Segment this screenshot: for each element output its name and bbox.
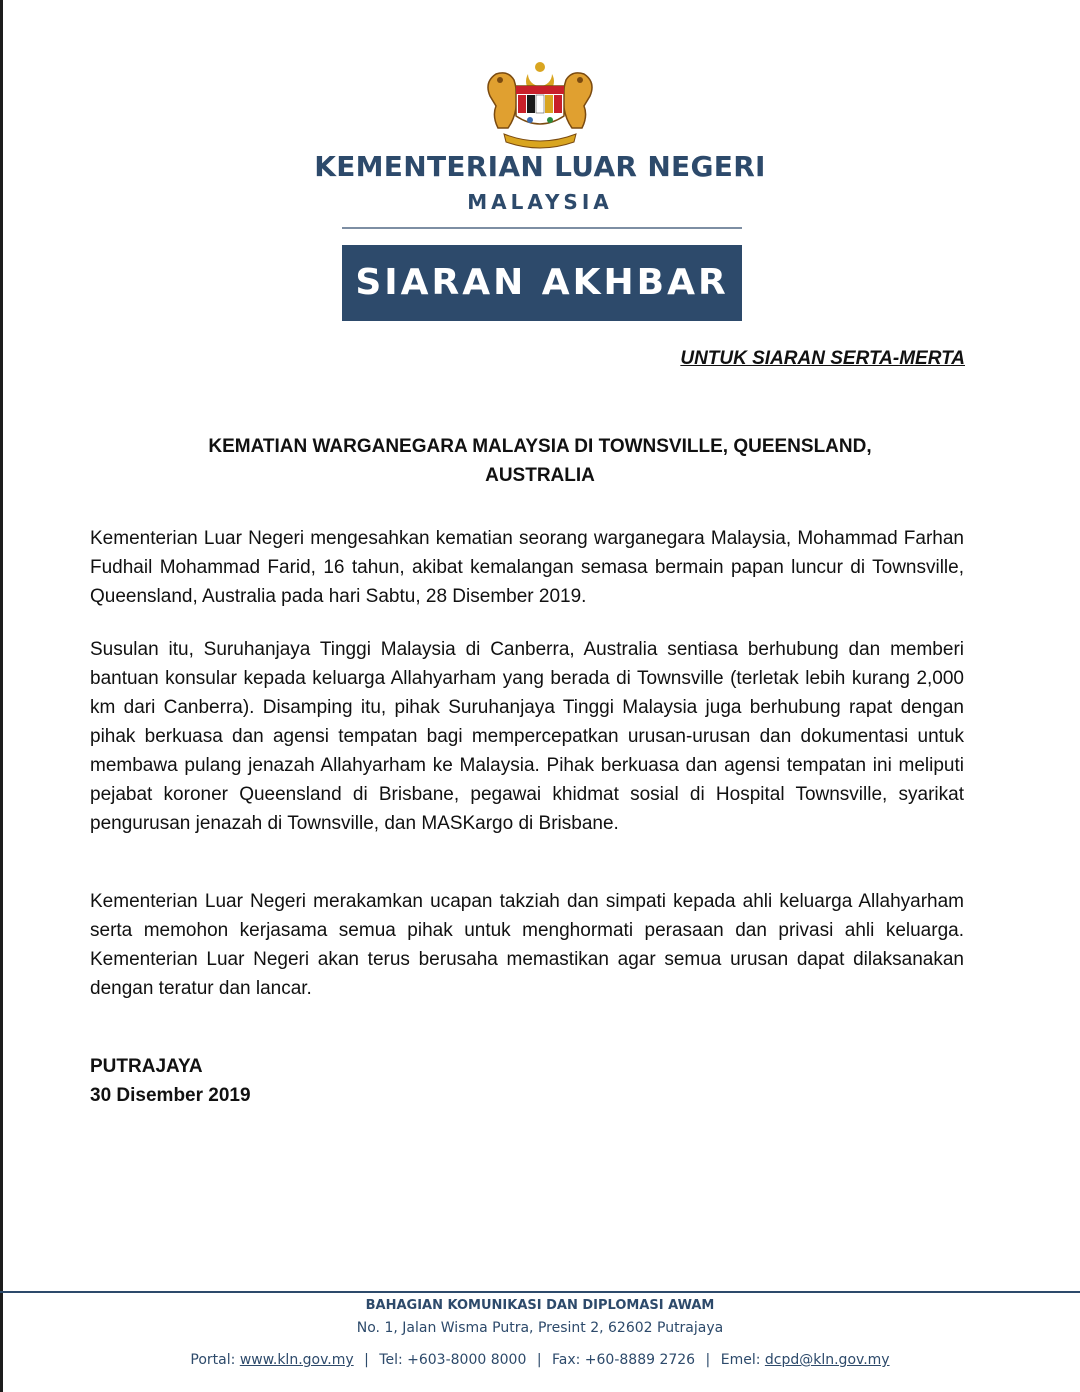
release-instruction: UNTUK SIARAN SERTA-MERTA [680, 348, 965, 369]
signoff-place: PUTRAJAYA [90, 1056, 203, 1077]
ministry-country: MALAYSIA [467, 190, 613, 214]
coat-of-arms-emblem [478, 58, 602, 150]
ministry-name: KEMENTERIAN LUAR NEGERI [314, 150, 766, 183]
email-link[interactable]: dcpd@kln.gov.my [764, 1352, 890, 1368]
body-paragraph-3: Kementerian Luar Negeri merakamkan ucapan takziah dan simpati kepada ahli keluarga Allahyarham serta memohon kerjasama semua pihak untuk menghormati perasaan dan privasi ahli keluarga. Kementerian Luar Negeri akan terus berusaha memastikan agar semua urusan dapat dilaksanakan dengan teratur dan lancar. [90, 891, 964, 999]
portal-label: Portal: [190, 1352, 236, 1368]
fax-number: Fax: +60-8889 2726 [551, 1352, 696, 1368]
separator: | [364, 1352, 369, 1368]
footer-address: No. 1, Jalan Wisma Putra, Presint 2, 62602 Putrajaya [356, 1320, 724, 1336]
portal-link[interactable]: www.kln.gov.my [239, 1352, 354, 1368]
footer-contact [0, 1352, 1080, 1368]
press-release-banner: SIARAN AKHBAR [342, 245, 742, 321]
header-divider [342, 227, 742, 229]
headline [90, 432, 990, 490]
signoff-date: 30 Disember 2019 [90, 1085, 251, 1106]
footer-divider [0, 1291, 1080, 1293]
footer-department: BAHAGIAN KOMUNIKASI DAN DIPLOMASI AWAM [365, 1298, 715, 1313]
headline-line-2: AUSTRALIA [485, 465, 595, 486]
email-label: Emel: [720, 1352, 761, 1368]
body-paragraph-2: Susulan itu, Suruhanjaya Tinggi Malaysia di Canberra, Australia sentiasa berhubung dan memberi bantuan konsular kepada keluarga Allahyarham yang berada di Townsville (terletak lebih kurang 2,000 km dari Canberra). Disamping itu, pihak Suruhanjaya Tinggi Malaysia juga berhubung rapat dengan pihak berkuasa dan agensi tempatan bagi mempercepatkan urusan-urusan dan dokumentasi untuk membawa pulang jenazah Allahyarham ke Malaysia. Pihak berkuasa dan agensi tempatan ini meliputi pejabat koroner Queensland di Brisbane, pegawai khidmat sosial di Hospital Townsville, syarikat pengurusan jenazah di Townsville, dan MASKargo di Brisbane. [90, 639, 964, 834]
headline-line-1: KEMATIAN WARGANEGARA MALAYSIA DI TOWNSVILLE, QUEENSLAND, [208, 436, 872, 457]
body-paragraph-1: Kementerian Luar Negeri mengesahkan kematian seorang warganegara Malaysia, Mohammad Farhan Fudhail Mohammad Farid, 16 tahun, akibat kemalangan semasa bermain papan luncur di Townsville, Queensland, Australia pada hari Sabtu, 28 Disember 2019. [90, 528, 964, 607]
separator: | [536, 1352, 542, 1368]
separator: | [705, 1352, 711, 1368]
phone-number: Tel: +603-8000 8000 [379, 1352, 527, 1368]
